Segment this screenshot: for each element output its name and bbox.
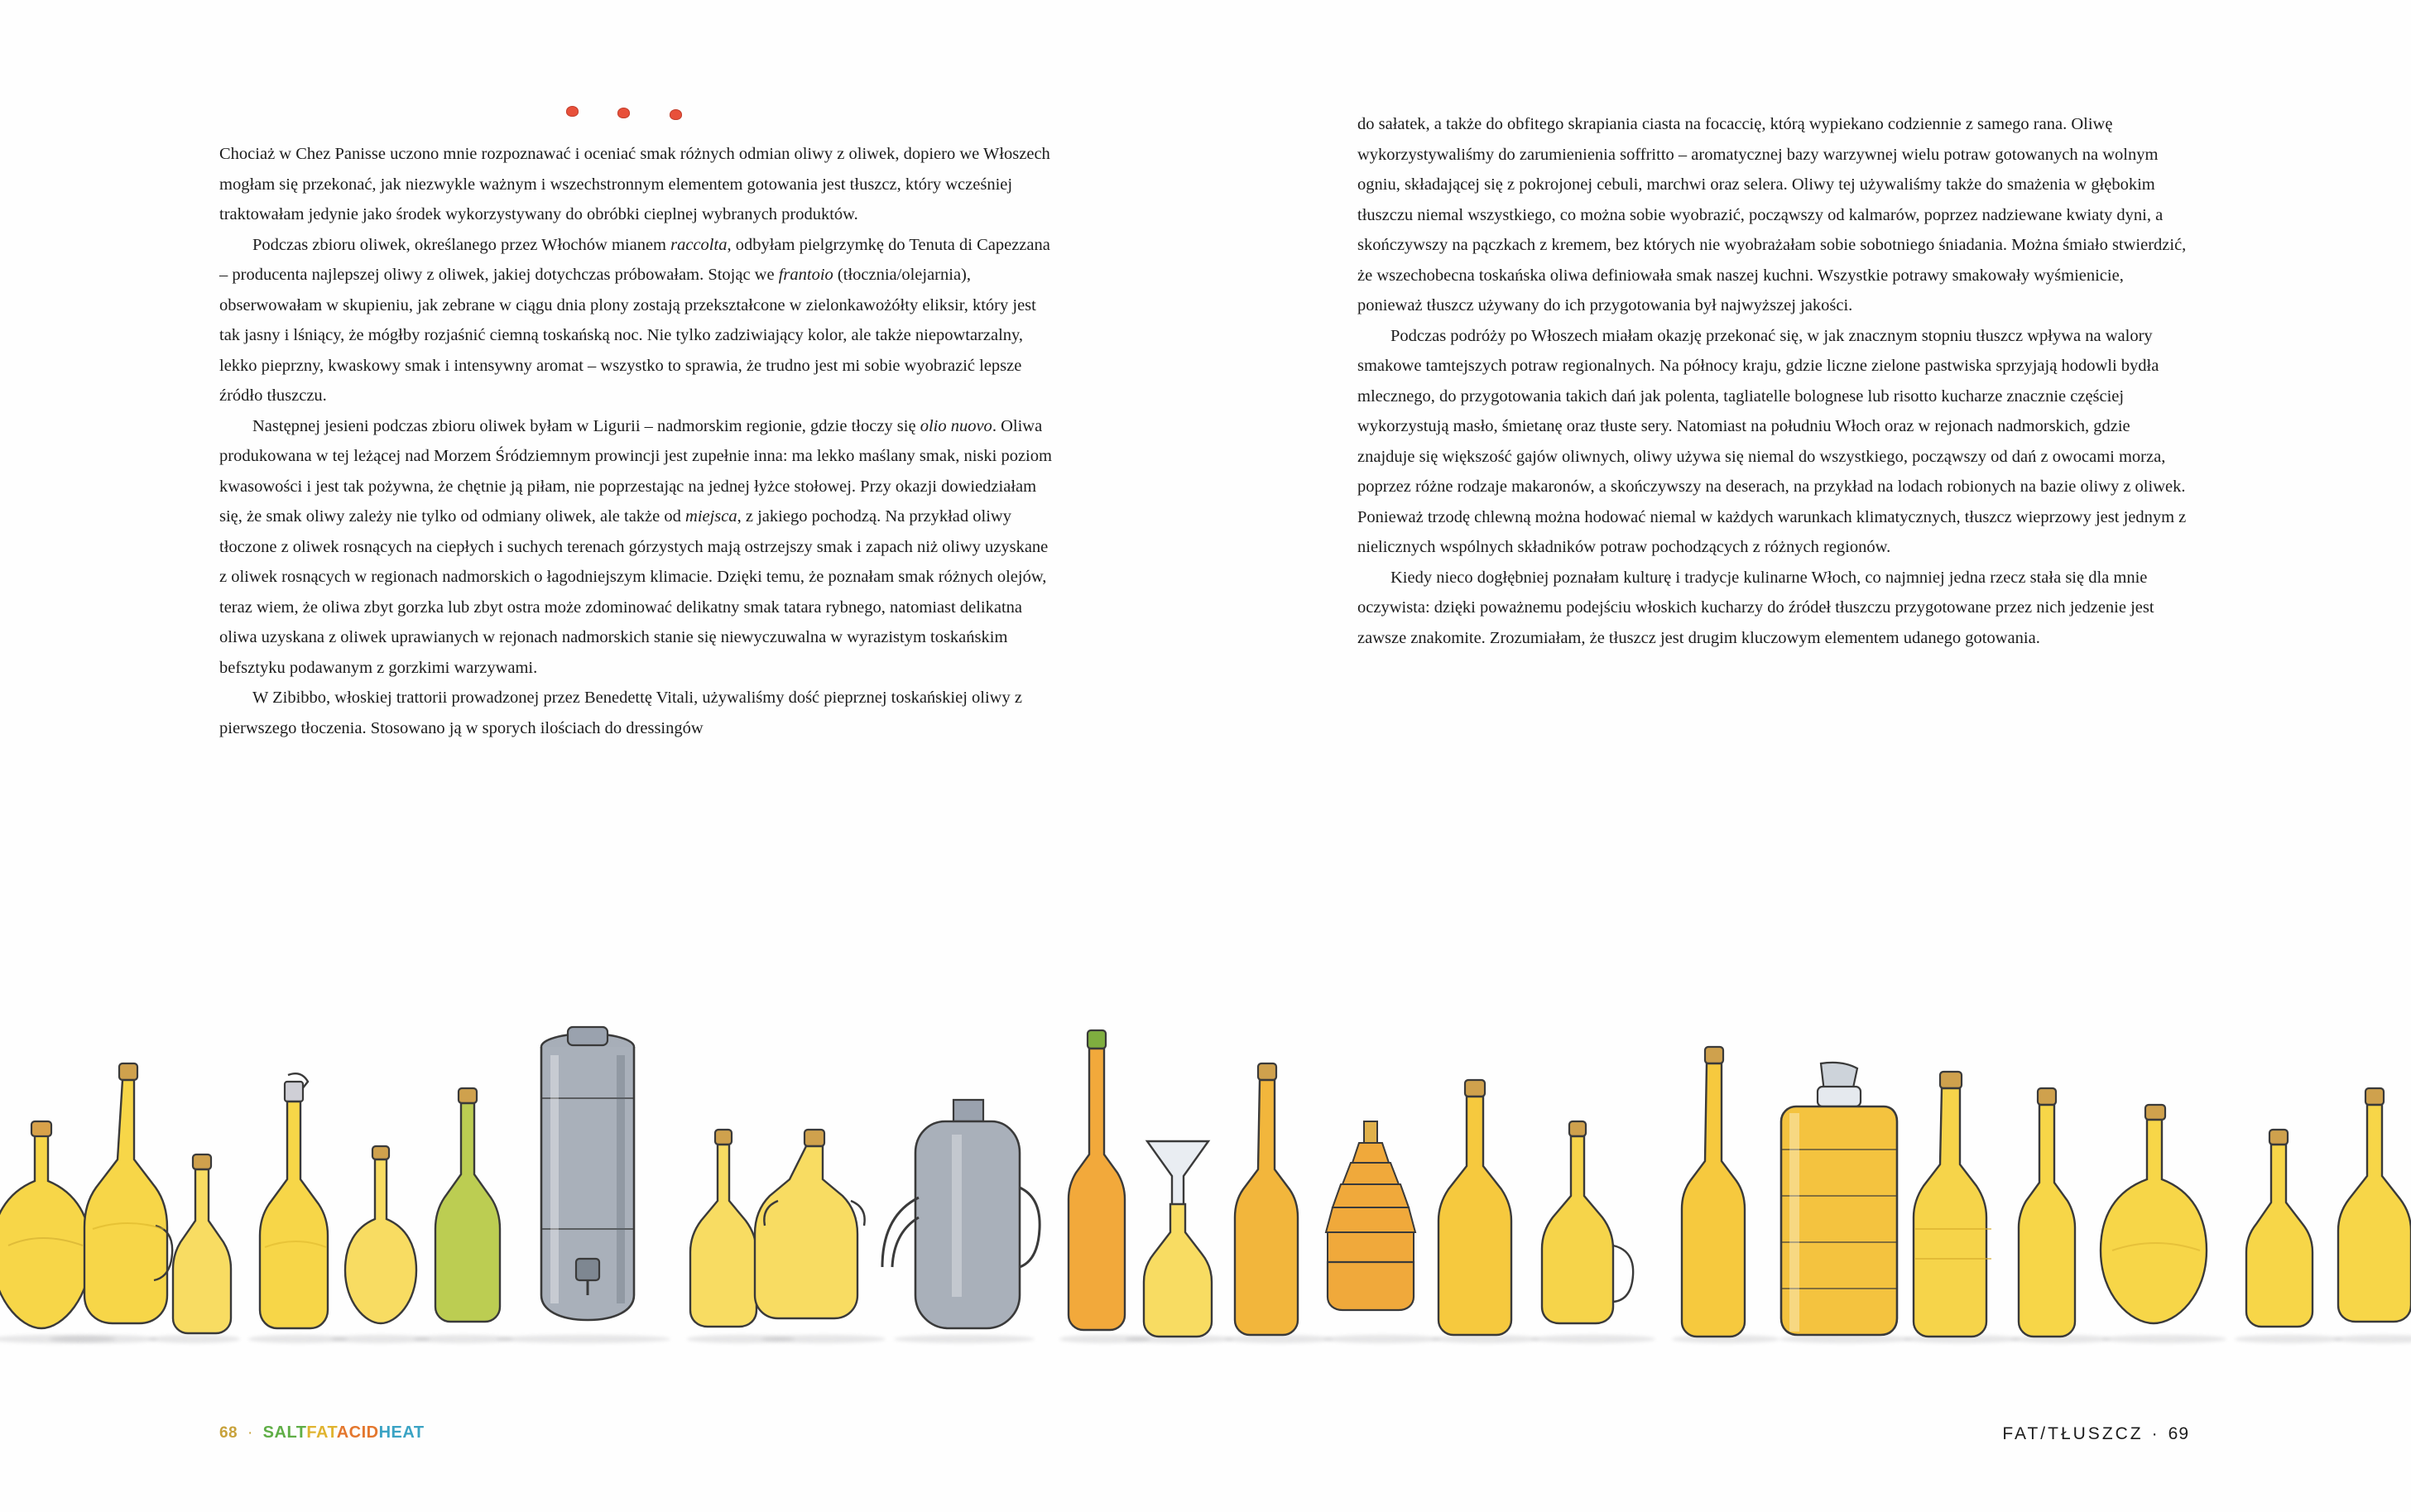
oil-dispenser-drum — [497, 1022, 679, 1337]
bottle-ribbed — [1904, 1072, 2003, 1337]
bottle-tall-pourer — [248, 1072, 348, 1337]
bottle-narrow-neck — [679, 1130, 770, 1337]
running-head-right: FAT/TŁUSZCZ — [2002, 1424, 2144, 1443]
paragraph: W Zibibbo, włoskiej trattorii prowadzonej przez Benedettę Vitali, używaliśmy dość pieprznej toskańskiej oliwy z pierwszego tłoczenia. Stosowano ją w sporych ilościach do dressingów — [219, 689, 1022, 737]
bottle-round-belly — [2094, 1105, 2218, 1337]
paragraph: Następnej jesieni podczas zbioru oliwek byłam w Ligurii – nadmorskim regionie, gdzie tłoczy się olio nuovo. Oliwa produkowana w tej leżącej nad Morzem Śródziemnym prowincji jest zupełnie inna: ma lekko maślany smak, niski poziom kwasowości i jest tak pożywna, że chętnie ją piłam, nie poprzestając na jednej łyżce stołowej. Przy okazji dowiedziałam się, że smak oliwy zależy nie tylko od odmiany oliwek, ale także od miejsca, z jakiego pochodzą. Na przykład oliwy tłoczone z oliwek rosnących na ciepłych i suchych terenach górzystych mają ostrzejszy smak i zapach niż oliwy uzyskane z oliwek rosnących w regionach nadmorskich o łagodniejszym klimacie. Dzięki temu, że poznałam smak różnych olejów, teraz wiem, że oliwa zbyt gorzka lub zbyt ostra może zdominować delikatny smak tatara rybnego, natomiast delikatna oliwa uzyskana z oliwek uprawianych w rejonach nadmorskich stanie się niewyczuwalna w wyrazistym toskańskim befsztyku podawanym z gorzkimi warzywami. — [219, 416, 1052, 677]
bottle-cruet-handle — [74, 1063, 182, 1337]
grey-oil-can — [877, 1097, 1051, 1337]
page-number-right: 69 — [2168, 1424, 2189, 1443]
bottle-spiral-ribbed — [1321, 1121, 1420, 1337]
logo-part-acid: ACID — [336, 1423, 379, 1442]
bottle-tall-thin — [1058, 1030, 1141, 1337]
bottle-bulb-small — [341, 1146, 424, 1337]
paragraph: Kiedy nieco dogłębniej poznałam kulturę i tradycje kulinarne Włoch, co najmniej jedna rzecz stała się dla mnie oczywista: dzięki poważnemu podejściu włoskich kucharzy do źródeł tłuszczu przygotowane przez nich jedzenie jest zawsze znakomite. Zrozumiałam, że tłuszcz jest drugim kluczowym elementem udanego gotowania. — [1357, 568, 2154, 647]
bottle-small-2 — [2235, 1130, 2326, 1337]
bottle-slender-tall — [1670, 1047, 1761, 1337]
bottle-squat — [161, 1154, 244, 1337]
bottle-thin-2 — [2006, 1088, 2089, 1337]
footer-left — [219, 1423, 425, 1442]
bottle-with-funnel — [1124, 1088, 1232, 1337]
folio-separator: · — [247, 1424, 253, 1442]
bottle-classic — [1427, 1080, 1526, 1337]
jug-two-handles — [753, 1130, 877, 1337]
paragraph: Chociaż w Chez Panisse uczono mnie rozpoznawać i oceniać smak różnych odmian oliwy z oliwek, dopiero we Włoszech mogłam się przekonać, jak niezwykle ważnym i wszechstronnym elementem gotowania jest tłuszcz, który wcześniej traktowałam jedynie jako środek wykorzystywany do obróbki cieplnej wybranych produktów. — [219, 145, 1050, 223]
paragraph: do sałatek, a także do obfitego skrapiania ciasta na focaccię, którą wypiekano codziennie z samego rana. Oliwę wykorzystywaliśmy do zarumienienia soffritto – aromatycznej bazy warzywnej wielu potraw gotowanych na wolnym ogniu, składającej się z pokrojonej cebuli, marchwi oraz selera. Oliwy tej używaliśmy także do smażenia w głębokim tłuszczu niemal wszystkiego, co można sobie wyobrazić, począwszy od kalmarów, poprzez nadziewane kwiaty dyni, a skończywszy na pączkach z kremem, bez których nie wyobrażałam sobie sobotniego śniadania. Można śmiało stwierdzić, że wszechobecna toskańska oliwa definiowała smak naszej kuchni. Wszystkie potrawy smakowały wyśmienicie, ponieważ tłuszcz używany do ich przygotowania był najwyższej jakości. — [1357, 115, 2187, 314]
footer-right — [2002, 1424, 2189, 1444]
plastic-jerrycan — [1771, 1063, 1912, 1337]
left-page-text-column — [219, 139, 1054, 743]
red-dot-icon — [617, 108, 630, 118]
cruet-handle-right-edge — [2326, 1088, 2411, 1337]
logo-part-heat: HEAT — [378, 1423, 425, 1442]
bottles-illustration — [0, 982, 2411, 1413]
book-logo — [263, 1423, 425, 1442]
red-dot-icon — [566, 106, 579, 117]
cruet-handle-2 — [1530, 1121, 1645, 1337]
logo-part-fat: FAT — [306, 1423, 337, 1442]
bottle-round-flask — [0, 1121, 108, 1337]
paragraph: Podczas zbioru oliwek, określanego przez Włochów mianem raccolta, odbyłam pielgrzymkę do Tenuta di Capezzana – producenta najlepszej oliwy z oliwek, jakiej dotychczas próbowałam. Stojąc we frantoio (tłocznia/olejarnia), obserwowałam w skupieniu, jak zebrane w ciągu dnia plony zostają przekształcone w zielonkawożółty eliksir, który jest tak jasny i lśniący, że mógłby rozjaśnić ciemną toskańską noc. Nie tylko zadziwiający kolor, ale także niepowtarzalny, lekko pieprzny, kwaskowy smak i intensywny aromat – wszystko to sprawia, że trudno jest mi sobie wyobrazić lepsze źródło tłuszczu. — [219, 235, 1050, 405]
three-dots-ornament — [566, 104, 707, 122]
paragraph: Podczas podróży po Włoszech miałam okazję przekonać się, w jak znacznym stopniu tłuszcz wpływa na walory smakowe tamtejszych potraw regionalnych. Na północy kraju, gdzie liczne zielone pastwiska sprzyjają hodowli bydła mlecznego, do przygotowania takich dań jak polenta, tagliatelle bolognese lub risotto kucharze znacznie częściej wykorzystują masło, śmietanę oraz tłuste sery. Natomiast na południu Włoch oraz w rejonach nadmorskich, gdzie znajduje się większość gajów oliwnych, oliwy używa się niemal do wszystkiego, począwszy od dań z owocami morza, poprzez różne rodzaje makaronów, a skończywszy na deserach, na przykład na lodach robionych na bazie oliwy z oliwek. Ponieważ trzodę chlewną można hodować niemal w każdych warunkach klimatycznych, tłuszcz wieprzowy jest jednym z nielicznych wspólnych składników potraw pochodzących z różnych regionów. — [1357, 326, 2187, 556]
folio-separator-right: · — [2151, 1424, 2160, 1443]
right-page-text-column — [1357, 109, 2192, 653]
red-dot-icon — [670, 109, 682, 120]
logo-part-salt: SALT — [262, 1423, 307, 1442]
page-number-left: 68 — [219, 1424, 238, 1442]
bottle-green-tall — [424, 1088, 515, 1337]
bottle-straight-neck — [1223, 1063, 1314, 1337]
